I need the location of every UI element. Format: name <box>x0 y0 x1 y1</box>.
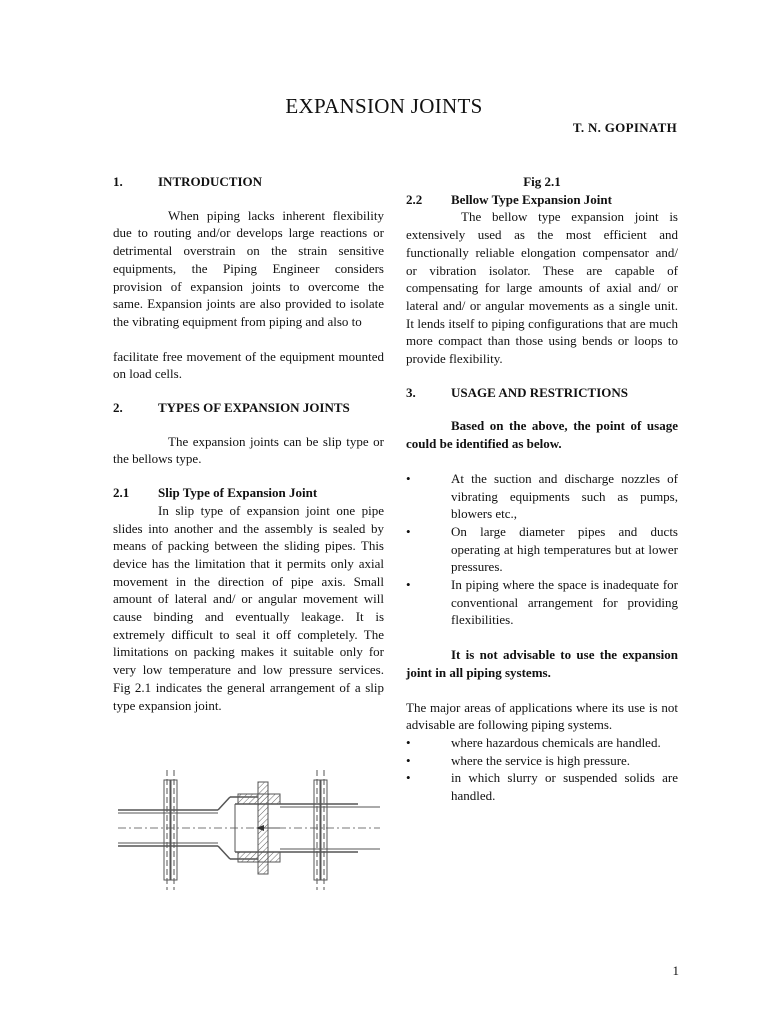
areas-intro: The major areas of applications where its use is not advisable are following piping systems. <box>406 699 678 733</box>
bullet-icon: • <box>406 752 411 768</box>
bellow-paragraph: The bellow type expansion joint is extensively used as the most efficient and functionally reliable elongation compensator and/ or vibration isolator. These are capable of compensating for large amounts of axial and/ or lateral and/ or angular movements as a single unit. It lends itself to piping configurations that are much more compact than those using bends or loops to provide flexibility. <box>406 209 678 367</box>
section-number: 2.1 <box>113 485 130 501</box>
figure-drawing <box>118 770 380 890</box>
intro-paragraph-2: facilitate free movement of the equipment mounted on load cells. <box>113 348 384 382</box>
right-column <box>406 173 678 805</box>
section-title: Slip Type of Expansion Joint <box>158 485 318 501</box>
intro-paragraph-1: When piping lacks inherent flexibility due to routing and/or develops large reactions or detrimental overstrain on the strain sensitive equipments, the Piping Engineer considers provision of expansion joints to overcome the same. Expansion joints are also provided to isolate the vibrating equipment from piping and also to <box>113 207 384 329</box>
section-title: Bellow Type Expansion Joint <box>451 191 612 207</box>
list-item <box>406 769 678 804</box>
section-title: TYPES OF EXPANSION JOINTS <box>158 400 350 416</box>
slip-paragraph: In slip type of expansion joint one pipe slides into another and the assembly is sealed by means of packing between the sliding pipes. This device has the limitation that it permits only axial movement in the direction of pipe axis. Small amount of lateral and/ or angular movement will cause binding and eventually leakage. It is extremely difficult to seal it off completely. The limitations on packing makes it suitable only for very low temperature and low pressure services. Fig 2.1 indicates the general arrangement of a slip type expansion joint. <box>113 502 384 713</box>
list-item-text: where hazardous chemicals are handled. <box>451 734 661 750</box>
bullet-icon: • <box>406 770 411 786</box>
list-item-text: in which slurry or suspended solids are handled. <box>451 770 678 804</box>
list-item-text: In piping where the space is inadequate for conventional arrangement for providing flexibilities. <box>451 577 678 628</box>
list-item <box>406 470 678 523</box>
section-3-heading <box>406 384 678 402</box>
bullet-icon: • <box>406 577 411 593</box>
section-number: 2.2 <box>406 191 423 207</box>
left-column <box>113 173 384 714</box>
document-title: EXPANSION JOINTS <box>285 94 483 118</box>
list-item-text: On large diameter pipes and ducts operating at high temperatures but at lower pressures. <box>451 523 678 575</box>
section-title: INTRODUCTION <box>158 174 263 189</box>
section-2-1-heading <box>113 484 384 502</box>
section-2-2-heading <box>406 191 678 209</box>
area-bullet-list <box>406 734 678 805</box>
bullet-icon: • <box>406 523 411 539</box>
author-name: T. N. GOPINATH <box>572 120 677 135</box>
bullet-icon: • <box>406 470 411 486</box>
list-item <box>406 734 678 752</box>
list-item-text: where the service is high pressure. <box>451 752 631 768</box>
types-paragraph: The expansion joints can be slip type or the bellows type. <box>113 433 384 467</box>
not-advisable-note: It is not advisable to use the expansion joint in all piping systems. <box>406 647 678 680</box>
list-item <box>406 576 678 629</box>
page-number: 1 <box>672 963 679 978</box>
list-item <box>406 523 678 576</box>
list-item-text: At the suction and discharge nozzles of vibrating equipments such as pumps, blowers etc., <box>451 470 678 522</box>
usage-intro: Based on the above, the point of usage could be identified as below. <box>406 418 678 452</box>
section-title: USAGE AND RESTRICTIONS <box>451 384 628 400</box>
bullet-icon: • <box>406 734 411 750</box>
list-item <box>406 752 678 770</box>
usage-bullet-list <box>406 470 678 629</box>
section-number: 3. <box>406 384 416 400</box>
slip-joint-figure <box>118 770 380 890</box>
section-number: 1. <box>113 174 123 189</box>
section-2-heading <box>113 399 384 417</box>
section-1-heading <box>113 173 384 191</box>
figure-caption: Fig 2.1 <box>523 174 561 189</box>
section-number: 2. <box>113 400 123 416</box>
